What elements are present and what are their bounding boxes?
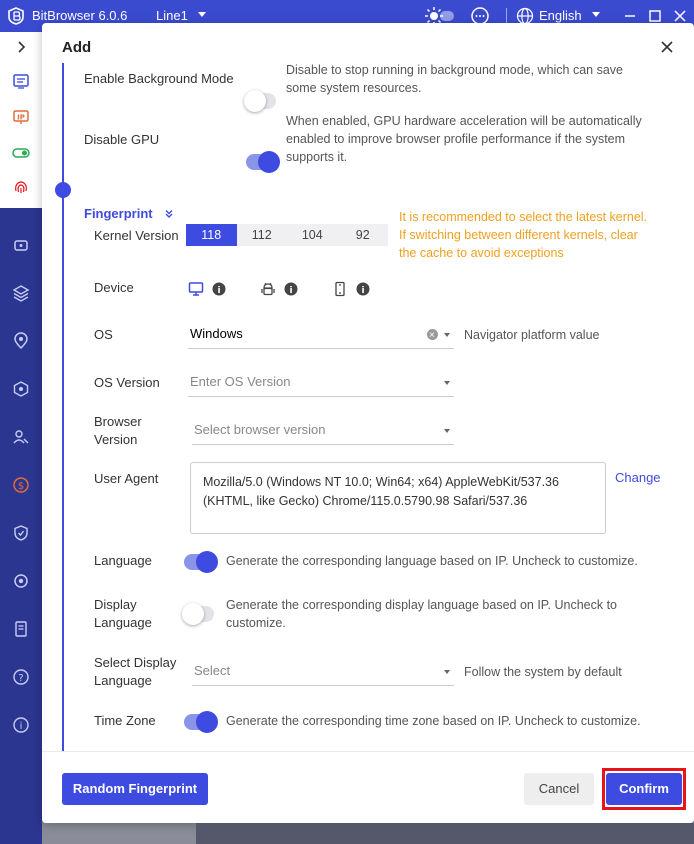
fingerprint-icon[interactable] <box>12 178 30 196</box>
shield-icon[interactable] <box>12 524 30 542</box>
disable-gpu-label: Disable GPU <box>84 132 160 147</box>
browser-version-placeholder: Select browser version <box>194 422 326 437</box>
display-language-desc: customize. <box>226 616 286 630</box>
user-agent-textarea[interactable] <box>190 462 606 534</box>
disable-gpu-toggle[interactable] <box>246 154 276 170</box>
time-zone-desc: Generate the corresponding time zone based on IP. Uncheck to customize. <box>226 714 641 728</box>
os-select[interactable] <box>188 321 454 349</box>
time-zone-toggle[interactable] <box>184 714 214 730</box>
background-panel <box>196 823 694 844</box>
svg-text:i: i <box>361 286 365 296</box>
desktop-icon[interactable] <box>188 281 204 297</box>
add-profile-dialog <box>42 23 694 823</box>
sidebar-top-panel <box>0 32 42 208</box>
os-version-placeholder: Enter OS Version <box>190 374 291 389</box>
android-icon[interactable] <box>260 281 276 297</box>
timeline-dot <box>55 182 71 198</box>
chevron-down-icon <box>444 670 450 674</box>
background-mode-label: Enable Background Mode <box>84 71 234 86</box>
double-chevron-down-icon[interactable] <box>164 209 174 219</box>
kernel-option-104[interactable]: 104 <box>301 228 323 242</box>
display-language-label: Language <box>94 615 152 630</box>
dialog-content <box>42 63 694 751</box>
browser-version-label: Version <box>94 432 138 447</box>
os-hint: Navigator platform value <box>464 328 600 342</box>
chevron-down-icon <box>444 429 450 433</box>
display-language-label: Display <box>94 597 137 612</box>
divider <box>506 8 507 24</box>
browser-version-select[interactable] <box>192 417 454 445</box>
display-language-placeholder: Select <box>194 663 231 678</box>
help-icon[interactable] <box>12 668 30 686</box>
disable-gpu-desc: enabled to improve browser profile performance if the system <box>286 132 626 146</box>
svg-text:i: i <box>217 286 221 296</box>
kernel-warning: the cache to avoid exceptions <box>399 246 564 260</box>
users-icon[interactable] <box>12 428 30 446</box>
kernel-option-92[interactable]: 92 <box>355 228 370 242</box>
info-icon[interactable] <box>12 716 30 734</box>
package-icon[interactable] <box>12 380 30 398</box>
svg-text:i: i <box>289 286 293 296</box>
svg-text:i: i <box>19 721 23 732</box>
svg-text:$: $ <box>17 481 25 492</box>
user-agent-line: (KHTML, like Gecko) Chrome/115.0.5790.98 Safari/537.36 <box>203 494 528 508</box>
extensions-icon[interactable] <box>12 236 30 254</box>
user-agent-line: Mozilla/5.0 (Windows NT 10.0; Win64; x64) AppleWebKit/537.36 <box>203 475 559 489</box>
chevron-down-icon <box>444 381 450 385</box>
app-title: BitBrowser 6.0.6 <box>32 8 128 23</box>
kernel-option-118[interactable]: 118 <box>186 224 237 246</box>
location-icon[interactable] <box>12 332 30 350</box>
background-mode-desc: Disable to stop running in background mode, which can save <box>286 63 624 77</box>
select-display-language-label: Select Display <box>94 655 177 670</box>
info-icon[interactable] <box>212 282 226 296</box>
toggle-switch-icon[interactable] <box>12 144 30 162</box>
user-agent-label: User Agent <box>94 471 159 486</box>
os-value: Windows <box>190 326 243 341</box>
billing-icon[interactable] <box>12 476 30 494</box>
info-icon[interactable] <box>284 282 298 296</box>
language-selector[interactable]: English <box>539 8 582 23</box>
random-fingerprint-button[interactable]: Random Fingerprint <box>62 773 208 805</box>
layers-icon[interactable] <box>12 284 30 302</box>
chevron-down-icon[interactable] <box>592 12 600 17</box>
language-desc: Generate the corresponding language based on IP. Uncheck to customize. <box>226 554 638 568</box>
mobile-phone-icon[interactable] <box>332 281 348 297</box>
background-mode-toggle[interactable] <box>246 93 276 109</box>
kernel-version-label: Kernel Version <box>94 228 179 243</box>
proxy-ip-icon[interactable] <box>12 108 30 126</box>
language-toggle[interactable] <box>184 554 214 570</box>
svg-text:?: ? <box>18 673 24 684</box>
display-language-select[interactable] <box>192 658 454 686</box>
svg-text:IP: IP <box>17 113 25 122</box>
chevron-right-icon[interactable] <box>12 38 30 56</box>
settings-icon[interactable] <box>12 572 30 590</box>
close-icon[interactable] <box>660 40 674 54</box>
display-language-toggle[interactable] <box>184 606 214 622</box>
info-icon[interactable] <box>356 282 370 296</box>
language-label: Language <box>94 553 152 568</box>
device-label: Device <box>94 280 134 295</box>
dialog-title: Add <box>62 39 92 56</box>
kernel-warning: It is recommended to select the latest kernel. <box>399 210 648 224</box>
dialog-footer <box>42 751 694 823</box>
chevron-down-icon <box>444 333 450 337</box>
fingerprint-section-title[interactable]: Fingerprint <box>84 206 153 221</box>
timeline-line <box>62 63 64 751</box>
document-icon[interactable] <box>12 620 30 638</box>
kernel-warning: If switching between different kernels, clear <box>399 228 638 242</box>
kernel-option-112[interactable]: 112 <box>251 228 272 242</box>
clear-icon[interactable] <box>427 329 438 340</box>
background-mode-desc: some system resources. <box>286 81 422 95</box>
confirm-button[interactable]: Confirm <box>606 773 682 805</box>
display-language-hint: Follow the system by default <box>464 665 622 679</box>
disable-gpu-desc: supports it. <box>286 150 348 164</box>
chevron-down-icon[interactable] <box>198 12 206 17</box>
cancel-button[interactable]: Cancel <box>524 773 594 805</box>
os-version-label: OS Version <box>94 375 160 390</box>
disable-gpu-desc: When enabled, GPU hardware acceleration will be automatically <box>286 114 642 128</box>
bitbrowser-logo-icon <box>8 7 24 25</box>
kernel-version-selector <box>186 224 388 246</box>
os-version-select[interactable] <box>188 369 454 397</box>
select-display-language-label: Language <box>94 673 152 688</box>
browser-version-label: Browser <box>94 414 142 429</box>
browser-profiles-icon[interactable] <box>12 72 30 90</box>
line-selector[interactable]: Line1 <box>156 8 188 23</box>
change-user-agent-link[interactable]: Change <box>615 470 661 485</box>
os-label: OS <box>94 327 113 342</box>
confirm-highlight <box>602 768 686 810</box>
display-language-desc: Generate the corresponding display language based on IP. Uncheck to <box>226 598 618 612</box>
time-zone-label: Time Zone <box>94 713 156 728</box>
